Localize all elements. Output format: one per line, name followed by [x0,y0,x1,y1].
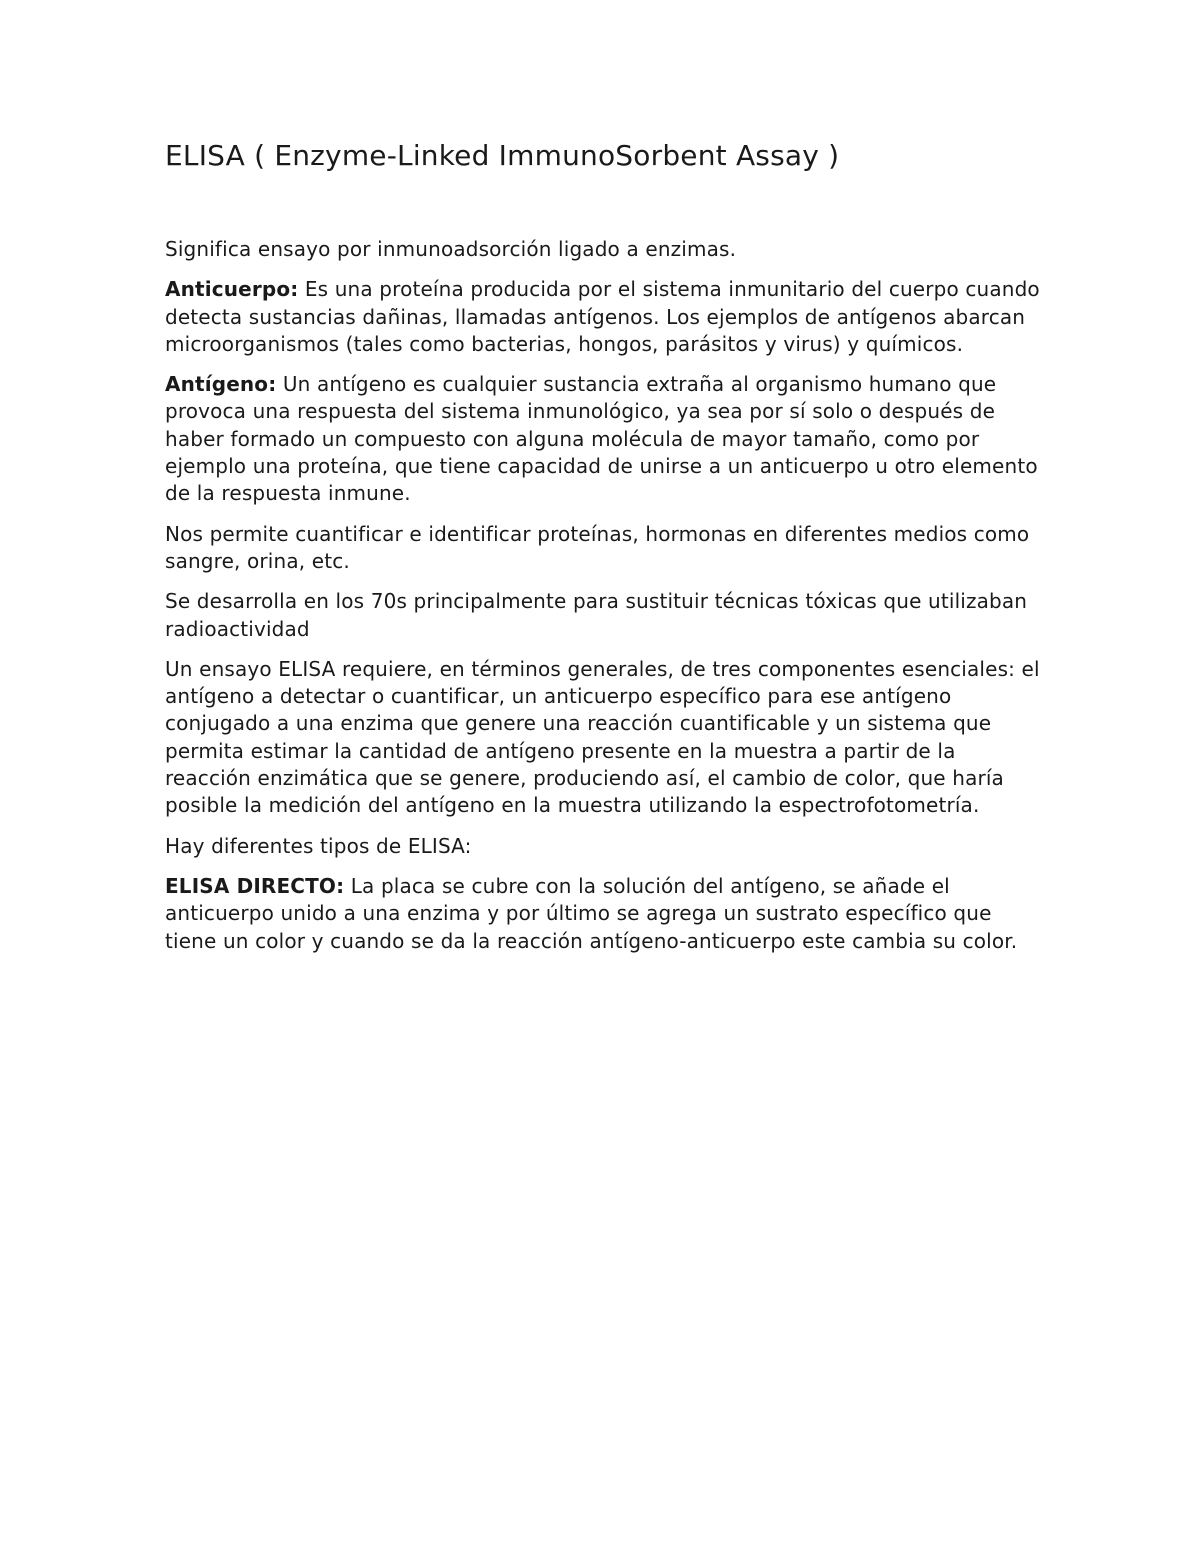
componentes-paragraph: Un ensayo ELISA requiere, en términos generales, de tres componentes esenciales: el antígeno a detectar o cuantificar, un anticuerpo específico para ese antígeno conjugado a una enzima que genere una reacción cuantificable y un sistema que permita estimar la cantidad de antígeno presente en la muestra a partir de la reacción enzimática que se genere, produciendo así, el cambio de color, que haría posible la medición del antígeno en la muestra utilizando la espectrofotometría. [165,656,1040,818]
anticuerpo-definition: Es una proteína producida por el sistema inmunitario del cuerpo cuando detecta sustancias dañinas, llamadas antígenos. Los ejemplos de antígenos abarcan microorganismos (tales como bacterias, hongos, parásitos y virus) y químicos. [165,277,1040,356]
document-body [165,138,1045,968]
antigeno-term: Antígeno: [165,372,277,397]
elisa-directo-paragraph [165,873,1045,955]
antigeno-paragraph [165,371,1045,507]
tipos-paragraph: Hay diferentes tipos de ELISA: [165,833,472,858]
elisa-directo-definition: La placa se cubre con la solución del antígeno, se añade el anticuerpo unido a una enzima y por último se agrega un sustrato específico que tiene un color y cuando se da la reacción antígeno-anticuerpo este cambia su color. [165,873,1018,953]
anticuerpo-paragraph [165,276,1045,358]
antigeno-definition: Un antígeno es cualquier sustancia extraña al organismo humano que provoca una respuesta del sistema inmunológico, ya sea por sí solo o después de haber formado un compuesto con alguna molécula de mayor tamaño, como por ejemplo una proteína, que tiene capacidad de unirse a un anticuerpo u otro elemento de la respuesta inmune. [165,372,1038,506]
anticuerpo-term: Anticuerpo: [165,277,299,302]
intro-paragraph: Significa ensayo por inmunoadsorción ligado a enzimas. [165,237,737,261]
cuantificar-paragraph: Nos permite cuantificar e identificar proteínas, hormonas en diferentes medios como sangre, orina, etc. [165,521,1030,573]
elisa-directo-term: ELISA DIRECTO: [165,873,345,898]
historia-paragraph: Se desarrolla en los 70s principalmente para sustituir técnicas tóxicas que utilizaban radioactividad [165,589,1028,641]
document-title: ELISA ( Enzyme-Linked ImmunoSorbent Assay ) [165,139,840,172]
